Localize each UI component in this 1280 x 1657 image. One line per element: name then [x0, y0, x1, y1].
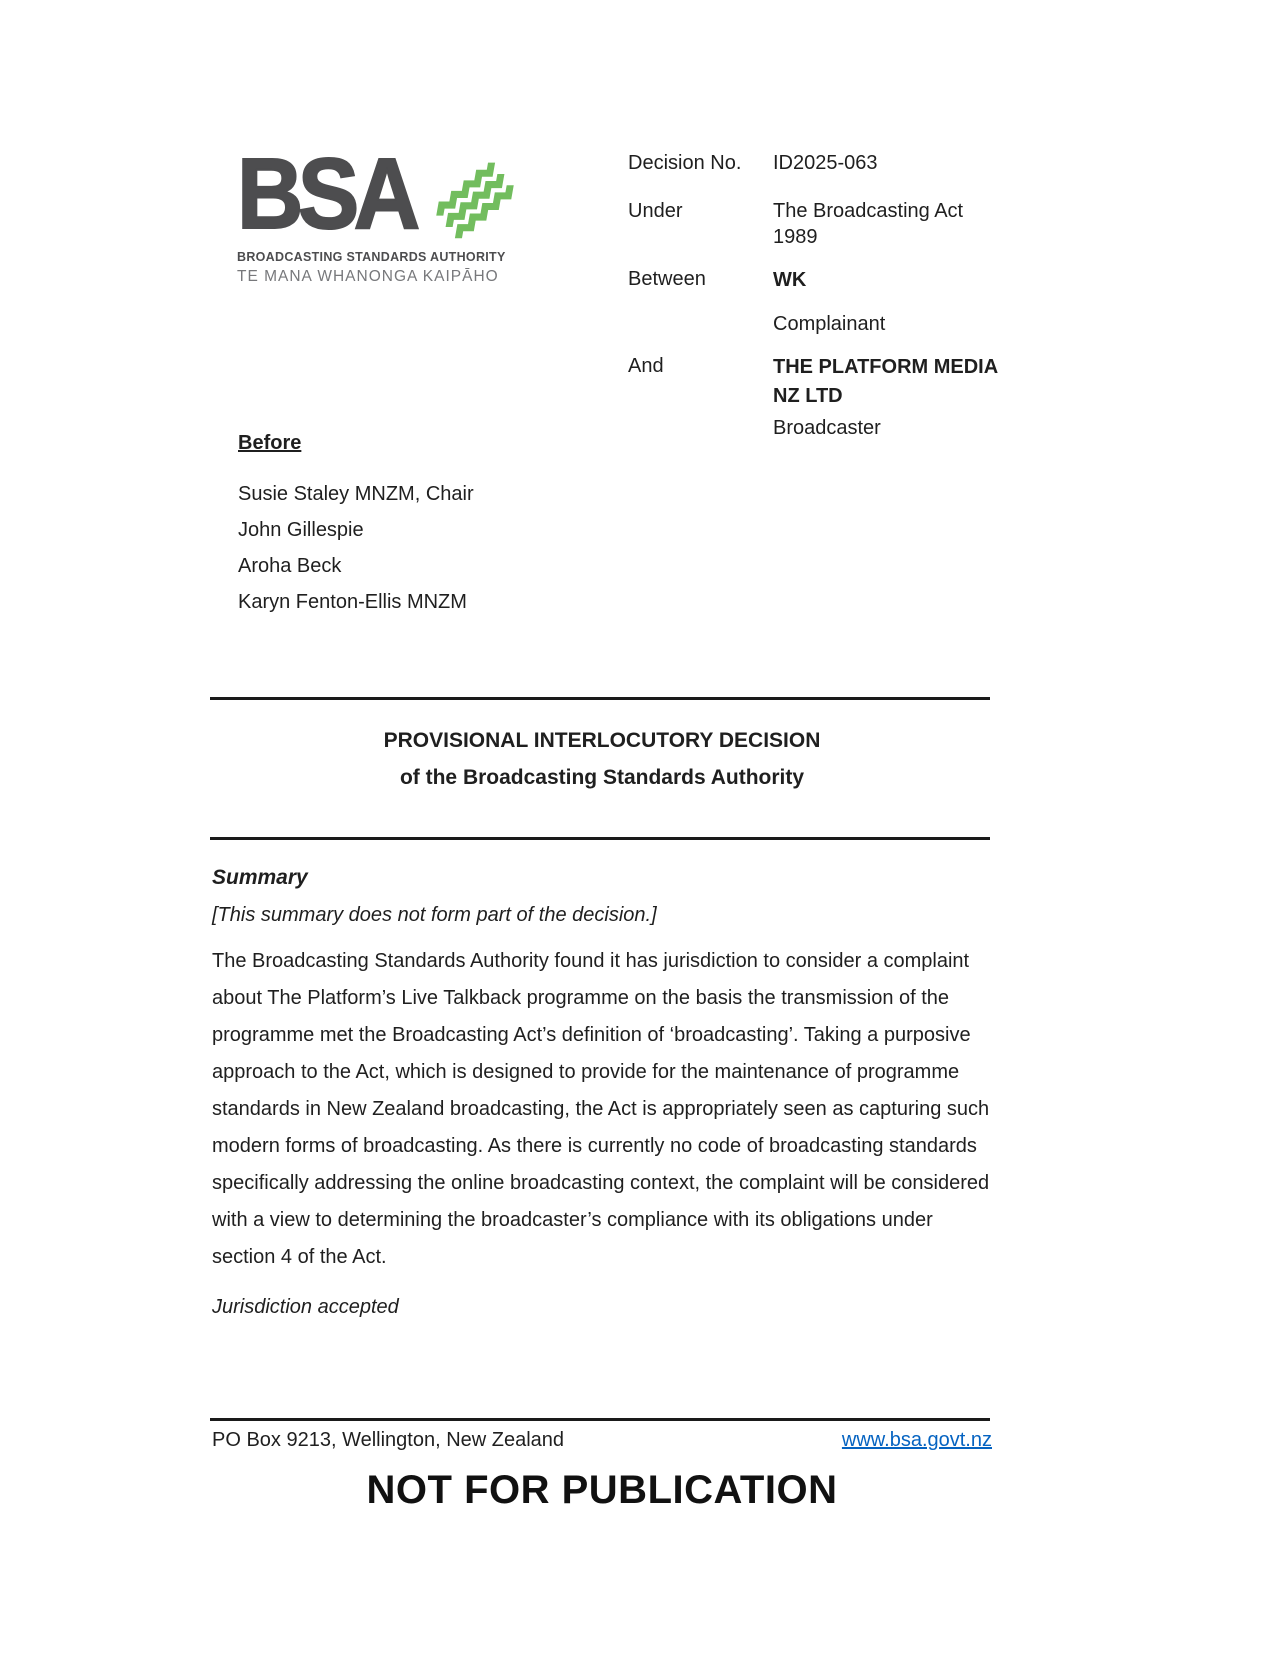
before-heading: Before [238, 432, 302, 454]
broadcaster-name: THE PLATFORM MEDIA NZ LTD [773, 356, 998, 407]
meta-label: Between [628, 268, 706, 290]
footer-address: PO Box 9213, Wellington, New Zealand [212, 1429, 565, 1451]
meta-row-between [628, 266, 1000, 295]
bsa-logo-row [237, 138, 517, 250]
summary-body: The Broadcasting Standards Authority found it has jurisdiction to consider a complaint about The Platform’s Live Talkback programme on the basis the transmission of the programme met the Broadcasting Act’s definition of ‘broadcasting’. Taking a purposive approach to the Act, which is designed to provide for the maintenance of programme standards in New Zealand broadcasting, the Act is appropriately seen as capturing such modern forms of broadcasting. As there is currently no code of broadcasting standards specifically addressing the online broadcasting context, the complaint will be considered with a view to determining the broadcaster’s compliance with its obligations under section 4 of the Act. [212, 950, 990, 1268]
meta-label [628, 415, 773, 441]
act-reference: The Broadcasting Act 1989 [773, 200, 964, 248]
meta-label: Under [628, 200, 683, 222]
complainant-name: WK [773, 269, 807, 291]
broadcaster-role: Broadcaster [773, 417, 881, 439]
decision-meta [628, 150, 1000, 457]
panel-member: Susie Staley MNZM, Chair [238, 483, 474, 505]
meta-row-complainant [628, 311, 1000, 337]
summary-outcome: Jurisdiction accepted [212, 1296, 399, 1318]
logo-name-maori: TE MANA WHANONGA KAIPĀHO [237, 268, 499, 285]
panel-member: Karyn Fenton-Ellis MNZM [238, 591, 467, 613]
page-footer [212, 1428, 992, 1452]
complainant-role: Complainant [773, 313, 886, 335]
panel-member: John Gillespie [238, 519, 364, 541]
bsa-logo-chevrons-icon [432, 150, 517, 246]
not-for-publication-stamp: NOT FOR PUBLICATION [366, 1468, 838, 1512]
meta-label: And [628, 355, 664, 377]
summary-heading: Summary [212, 866, 308, 889]
footer-divider [210, 1418, 990, 1421]
decision-title-line2: of the Broadcasting Standards Authority [399, 766, 805, 789]
decision-title [212, 722, 992, 796]
meta-label: Decision No. [628, 152, 742, 174]
meta-row-and [628, 353, 1000, 411]
meta-row-under [628, 198, 1000, 250]
panel-member: Aroha Beck [238, 555, 342, 577]
bsa-logo-text: BSA [237, 138, 415, 250]
bsa-logo [237, 138, 517, 286]
logo-name-english: BROADCASTING STANDARDS AUTHORITY [237, 250, 506, 264]
panel-section [238, 430, 474, 620]
divider-top [210, 697, 990, 700]
meta-label [628, 311, 773, 337]
bsa-website-link[interactable]: www.bsa.govt.nz [841, 1429, 992, 1451]
meta-row-decision-no [628, 150, 1000, 176]
meta-row-broadcaster [628, 415, 1000, 441]
divider-bottom [210, 837, 990, 840]
decision-number: ID2025-063 [773, 152, 878, 174]
decision-title-line1: PROVISIONAL INTERLOCUTORY DECISION [383, 729, 821, 752]
summary-disclaimer: [This summary does not form part of the decision.] [212, 904, 657, 926]
